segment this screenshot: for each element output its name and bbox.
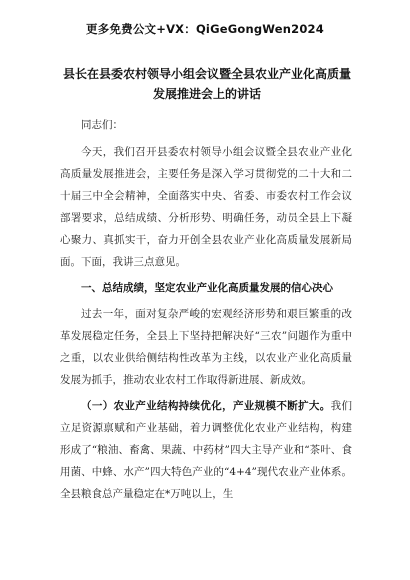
banner-text: 更多免费公文+VX：QiGeGongWen2024 [86, 22, 324, 36]
greeting: 同志们： [81, 119, 123, 131]
subsection-1-text: 我们立足资源禀赋和产业基础，着力调整优化农业产业结构，构建形成了“粮油、畜禽、果蔬、中药材”四大主导产业和“茶叶、食用菌、中蜂、水产”四大特色产业的“4+4”现代农业产业体系。全县粮食总产量稳定在*万吨以上，生 [60, 400, 353, 500]
paragraph-summary: 过去一年，面对复杂严峻的宏观经济形势和艰巨繁重的改革发展稳定任务，全县上下坚持把解决好“三农”问题作为重中之重，以农业供给侧结构性改革为主线，以农业产业化高质量发展为抓手，推动农业农村工作取得新进展、新成效。 [60, 308, 352, 386]
subsection-heading-1: （一）农业产业结构持续优化，产业规模不断扩大。 [81, 400, 331, 412]
document-body [60, 114, 352, 505]
paragraph-subsection-1 [60, 395, 352, 505]
document-title: 县长在县委农村领导小组会议暨全县农业产业化高质量发展推进会上的讲话 [62, 67, 351, 101]
section-heading-1: 一、总结成绩，坚定农业产业化高质量发展的信心决心 [81, 282, 333, 294]
paragraph-intro: 今天，我们召开县委农村领导小组会议暨全县农业产业化高质量发展推进会，主要任务是深入学习贯彻党的二十大和二十届三中全会精神，全面落实中央、省委、市委农村工作会议部署要求，总结成绩、分析形势、明确任务，动员全县上下凝心聚力、真抓实干，奋力开创全县农业产业化高质量发展新局面。下面，我讲三点意见。 [60, 146, 352, 268]
